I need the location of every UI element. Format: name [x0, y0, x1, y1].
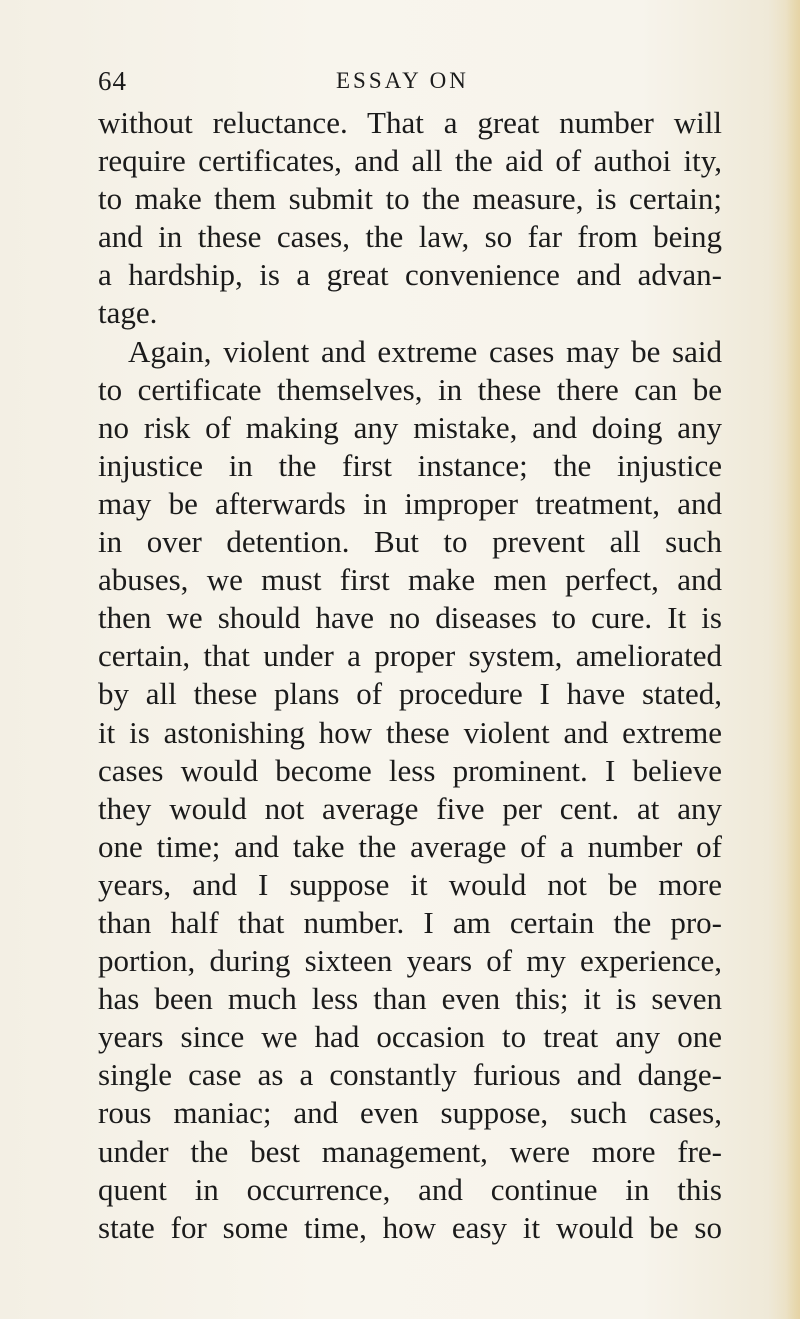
- text-line: and in these cases, the law, so far from being: [98, 219, 722, 255]
- text-line: years since we had occasion to treat any one: [98, 1019, 722, 1055]
- text-line: than half that number. I am certain the pro-: [98, 904, 722, 940]
- text-line: require certificates, and all the aid of authoi ity,: [98, 143, 722, 179]
- text-line: quent in occurrence, and continue in this: [98, 1171, 722, 1207]
- text-line: to make them submit to the measure, is certain;: [98, 181, 722, 217]
- text-line: no risk of making any mistake, and doing any: [98, 409, 722, 445]
- text-line: under the best management, were more fre-: [98, 1133, 722, 1169]
- text-line: Again, violent and extreme cases may be said: [128, 333, 722, 369]
- text-line: may be afterwards in improper treatment, and: [98, 485, 722, 521]
- text-line: without reluctance. That a great number will: [98, 105, 722, 140]
- text-line: one time; and take the average of a number of: [98, 828, 722, 864]
- text-line: it is astonishing how these violent and extreme: [98, 714, 722, 750]
- text-line: rous maniac; and even suppose, such cases,: [98, 1095, 722, 1131]
- text-line: to certificate themselves, in these there can be: [98, 371, 722, 407]
- body-text: [98, 104, 722, 1247]
- running-head: [98, 58, 718, 98]
- text-line: abuses, we must first make men perfect, and: [98, 562, 722, 598]
- text-line: then we should have no diseases to cure. It is: [98, 600, 722, 636]
- page-number: 64: [98, 66, 127, 96]
- text-line: they would not average five per cent. at any: [98, 790, 722, 826]
- text-line: injustice in the first instance; the injustice: [98, 447, 722, 483]
- text-line: state for some time, how easy it would be so: [98, 1209, 722, 1245]
- text-line: portion, during sixteen years of my experience,: [98, 943, 722, 979]
- text-line: certain, that under a proper system, ameliorated: [98, 638, 722, 674]
- text-line: years, and I suppose it would not be more: [98, 866, 722, 902]
- text-line: single case as a constantly furious and dange-: [98, 1057, 722, 1093]
- page-edge-shading: [786, 0, 800, 1319]
- text-line: in over detention. But to prevent all such: [98, 524, 722, 560]
- text-line: cases would become less prominent. I believe: [98, 752, 722, 788]
- text-line: by all these plans of procedure I have stated,: [98, 676, 722, 712]
- text-line: tage.: [98, 295, 158, 331]
- text-line: has been much less than even this; it is seven: [98, 981, 722, 1017]
- running-head-title: ESSAY ON: [336, 68, 469, 93]
- text-line: a hardship, is a great convenience and advan-: [98, 257, 722, 293]
